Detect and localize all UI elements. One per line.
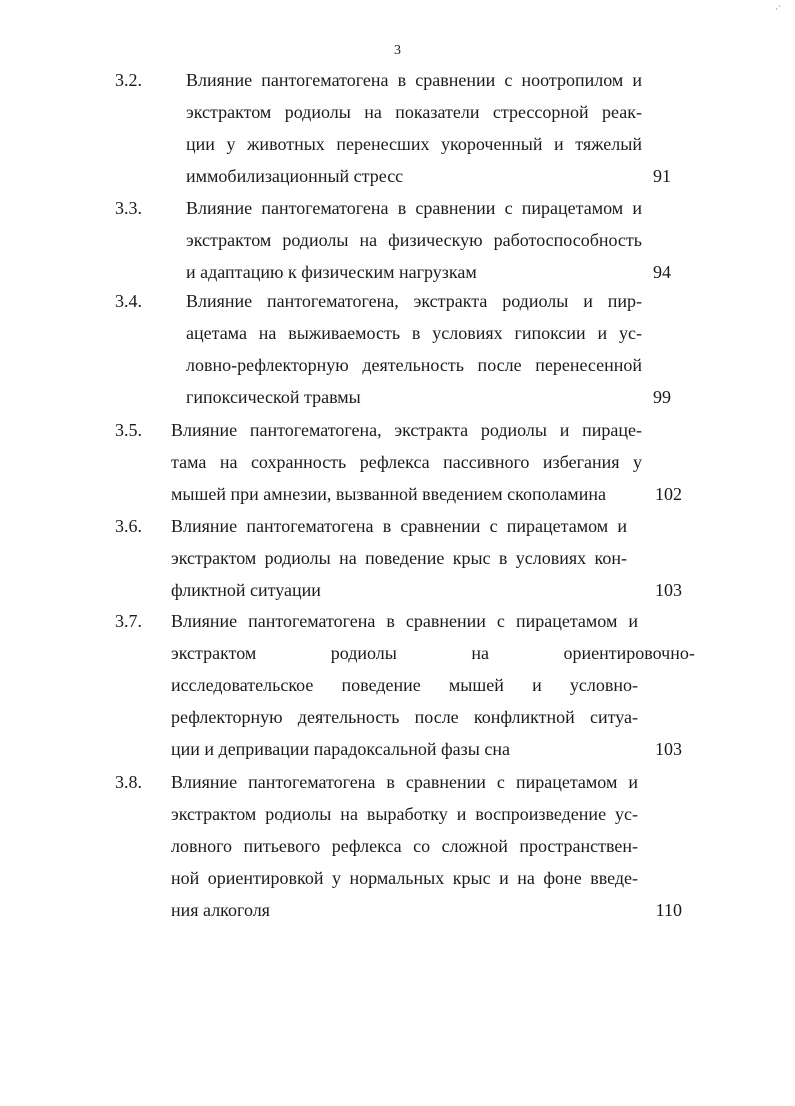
toc-entry-line: Влияние пантогематогена в сравнении с пирацетамом и <box>171 516 627 536</box>
toc-entry-line: Влияние пантогематогена в сравнении с пирацетамом и <box>171 772 638 792</box>
toc-entry-page: 103 <box>655 580 682 600</box>
toc-entry-line: ловного питьевого рефлекса со сложной пространствен- <box>171 836 638 856</box>
toc-entry-number: 3.6. <box>115 516 142 536</box>
toc-entry-line: экстрактом родиолы на ориентировочно- <box>171 643 695 663</box>
toc-entry-line: ловно-рефлекторную деятельность после перенесенной <box>186 355 642 375</box>
toc-entry-page: 91 <box>653 166 671 186</box>
toc-entry-line: и адаптацию к физическим нагрузкам <box>186 262 477 282</box>
toc-entry-number: 3.3. <box>115 198 142 218</box>
toc-entry-number: 3.5. <box>115 420 142 440</box>
toc-entry-page: 103 <box>655 739 682 759</box>
toc-entry-line: экстрактом родиолы на выработку и воспроизведение ус- <box>171 804 638 824</box>
toc-entry-line: экстрактом родиолы на поведение крыс в условиях кон- <box>171 548 627 568</box>
toc-entry-line: гипоксической травмы <box>186 387 361 407</box>
page-number: 3 <box>394 43 401 58</box>
toc-entry-line: ния алкоголя <box>171 900 270 920</box>
toc-entry-line: экстрактом родиолы на физическую работоспособность <box>186 230 642 250</box>
toc-entry-number: 3.4. <box>115 291 142 311</box>
toc-entry-page: 110 <box>655 900 682 920</box>
toc-entry-line: рефлекторную деятельность после конфликтной ситуа- <box>171 707 638 727</box>
toc-entry-line: ацетама на выживаемость в условиях гипоксии и ус- <box>186 323 642 343</box>
toc-entry-line: Влияние пантогематогена, экстракта родиолы и пираце- <box>171 420 642 440</box>
toc-entry-number: 3.7. <box>115 611 142 631</box>
toc-entry-line: мышей при амнезии, вызванной введением скополамина <box>171 484 606 504</box>
toc-entry-line: Влияние пантогематогена в сравнении с ноотропилом и <box>186 70 642 90</box>
toc-entry-number: 3.2. <box>115 70 142 90</box>
toc-entry-line: Влияние пантогематогена в сравнении с пирацетамом и <box>171 611 638 631</box>
toc-entry-line: экстрактом родиолы на показатели стрессорной реак- <box>186 102 642 122</box>
toc-entry-line: иммобилизационный стресс <box>186 166 404 186</box>
toc-entry-line: фликтной ситуации <box>171 580 321 600</box>
corner-scan-mark: ·` <box>775 4 781 14</box>
toc-entry-number: 3.8. <box>115 772 142 792</box>
toc-entry-line: ции и депривации парадоксальной фазы сна <box>171 739 510 759</box>
toc-entry-page: 99 <box>653 387 671 407</box>
toc-entry-line: Влияние пантогематогена в сравнении с пирацетамом и <box>186 198 642 218</box>
toc-entry-line: тама на сохранность рефлекса пассивного избегания у <box>171 452 642 472</box>
toc-entry-line: исследовательское поведение мышей и условно- <box>171 675 638 695</box>
toc-entry-page: 102 <box>655 484 682 504</box>
toc-entry-line: Влияние пантогематогена, экстракта родиолы и пир- <box>186 291 642 311</box>
toc-entry-line: ной ориентировкой у нормальных крыс и на фоне введе- <box>171 868 638 888</box>
toc-entry-page: 94 <box>653 262 671 282</box>
toc-entry-line: ции у животных перенесших укороченный и тяжелый <box>186 134 642 154</box>
